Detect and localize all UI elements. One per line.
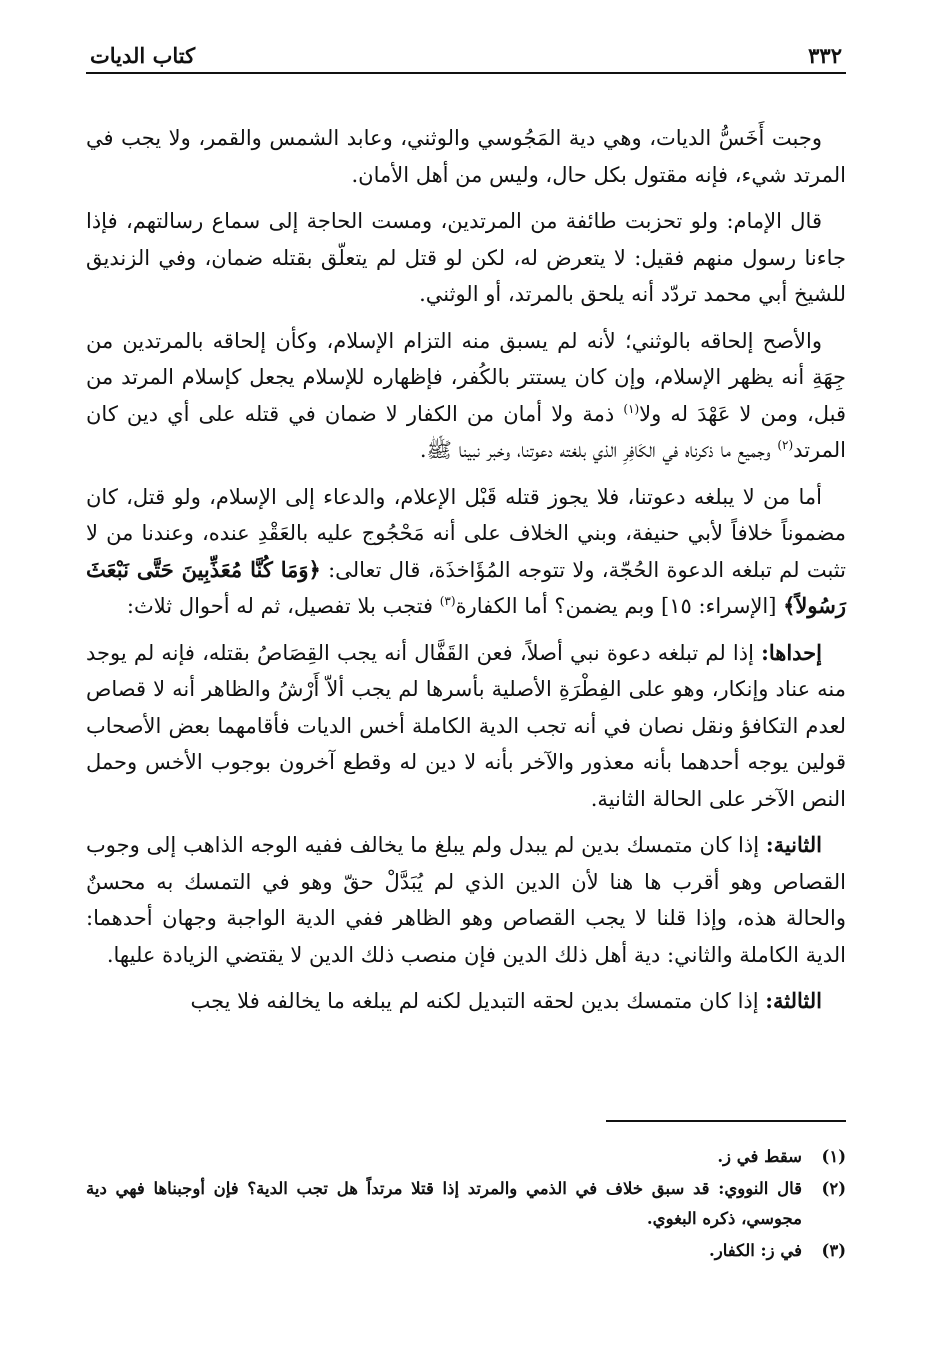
paragraph-text: إذا كان متمسك بدين لحقه التبديل لكنه لم يبلغه ما يخالفه فلا يجب: [190, 989, 766, 1013]
paragraph-text: [الإسراء: ١٥] وبم يضمن؟ أما الكفارة: [455, 594, 784, 618]
paragraph-text: وجبت أَخَسُّ الديات، وهي دية المَجُوسي والوثني، وعابد الشمس والقمر، ولا يجب في المرتد شيء، فإنه مقتول بكل حال، وليس من أهل الأمان.: [86, 126, 846, 187]
paragraph-text: فتجب بلا تفصيل، ثم له أحوال ثلاث:: [126, 594, 440, 618]
case-heading-third: الثالثة:: [765, 988, 822, 1013]
footnote: [86, 1142, 846, 1172]
footnote-number: (١): [821, 1147, 846, 1166]
paragraph-text: وجميع ما ذكرناه في الكَافِرِ الذي بلغته دعوتنا، وخبر نبينا ﷺ.: [419, 438, 778, 462]
page-number: ٣٣٢: [808, 43, 842, 68]
footnote-marker-2[interactable]: (٢): [777, 438, 794, 452]
footnote: [86, 1174, 846, 1234]
paragraph-4: [86, 479, 846, 625]
footnote-text: قال النووي: قد سبق خلاف في الذمي والمرتد إذا قتلا مرتداً هل تجب الدية؟ فإن أوجبناها فهي دية مجوسي، ذكره البغوي.: [86, 1179, 802, 1228]
paragraph-text: قال الإمام: ولو تحزبت طائفة من المرتدين، ومست الحاجة إلى سماع رسالتهم، فإذا جاءنا رسول منهم فقيل: لا يتعرض له، لكن لو قتل لم يتعلّق بقتله ضمان، وفي الزنديق للشيخ أبي محمد تردّد أنه يلحق بالمرتد، أو الوثني.: [86, 209, 846, 306]
paragraph-text: ذمة ولا أمان من الكفار لا ضمان في قتله على أي دين كان المرتد: [86, 401, 846, 462]
footnote-text: في ز: الكفار.: [709, 1241, 802, 1260]
case-heading-second: الثانية:: [765, 832, 822, 857]
paragraph-text: إذا كان متمسك بدين لم يبدل ولم يبلغ ما يخالف ففيه الوجه الذاهب إلى وجوب القصاص وهو أقرب ها هنا لأن الدين الذي لم يُبَدَّلْ حقّ وهو في التمسك به محسنٌ والحالة هذه، وإذا قلنا لا يجب القصاص وهو الظاهر ففي الدية الواجبة وجهان أحدهما: الدية الكاملة والثاني: دية أهل ذلك الدين فإن منصب ذلك الدين لا يقتضي الزيادة عليها.: [86, 833, 846, 967]
paragraph-text: أما من لا يبلغه دعوتنا، فلا يجوز قتله قَبْل الإعلام، والدعاء إلى الإسلام، ولو قتل، كان مضموناً خلافاً لأبي حنيفة، وبني الخلاف على أنه مَحْجُوج عليه بالعَقْدِ عنده، وعندنا من لا تثبت لم تبلغه الدعوة الحُجّة، ولا تتوجه المُؤَاخذَة، قال تعالى:: [86, 484, 846, 582]
footnote-text: سقط في ز.: [717, 1147, 802, 1166]
paragraph-3: [86, 323, 846, 469]
footnotes: [86, 1142, 846, 1268]
footnote-marker-1[interactable]: (١): [623, 401, 640, 416]
paragraph-text: والأصح إلحاقه بالوثني؛ لأنه لم يسبق منه التزام الإسلام، وكأن إلحاقه بالمرتدين من جِهَةِ أنه يظهر الإسلام، وإن كان يستتر بالكُفر، فإظهاره للإسلام يجعل كإسلام المرتد من قبل، ومن لا عَهْدَ له ولا: [86, 328, 847, 426]
main-text: [86, 120, 846, 1020]
footnote-marker-3[interactable]: (٣): [439, 594, 456, 608]
paragraph-1: [86, 120, 846, 193]
book-title: كتاب الديات: [90, 43, 196, 68]
footnote-number: (٢): [821, 1179, 846, 1198]
paragraph-2: [86, 203, 846, 313]
footnote-number: (٣): [821, 1241, 846, 1260]
paragraph-5: [86, 635, 846, 818]
page-header: [86, 30, 846, 74]
footnote: [86, 1236, 846, 1266]
paragraph-text: إذا لم تبلغه دعوة نبي أصلاً، فعن القَفَّال أنه يجب القِصَاصُ بقتله، فإنه لم يوجد منه عناد وإنكار، وهو على الفِطْرَةِ الأصلية بأسرها لم يجب ألاّ أَرْشُ والظاهر أنه لا قصاص لعدم التكافؤ ونقل نصان في أنه تجب الدية الكاملة أخس الديات فأقامهما بعض الأصحاب قولين يوجه أحدهما بأنه معذور والآخر بأنه لا دين له وقطع آخرون بوجوب الأخس وحمل النص الآخر على الحالة الثانية.: [86, 640, 846, 811]
case-heading-first: إحداها:: [761, 639, 822, 665]
book-page: [86, 30, 847, 1260]
footnote-divider: [606, 1120, 846, 1122]
paragraph-6: [86, 827, 846, 973]
paragraph-7: [86, 983, 846, 1020]
quran-verse: ﴿وَمَا كُنَّا مُعَذِّبِينَ حَتَّى نَبْعَثَ رَسُولاً﴾: [86, 556, 846, 618]
